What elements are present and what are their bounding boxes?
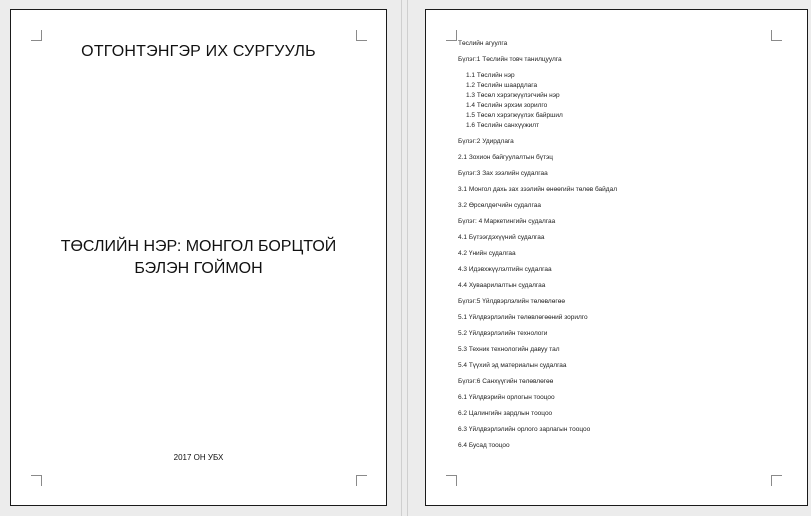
toc-entry: 2.1 Зохион байгуулалтын бүтэц	[458, 154, 553, 161]
toc-entry: Бүлэг:2 Удирдлага	[458, 138, 514, 145]
project-title-line-2: БЭЛЭН ГОЙМОН	[134, 260, 263, 277]
toc-entry: 5.4 Түүхий эд материалын судалгаа	[458, 362, 567, 369]
toc-subentry: 1.5 Төсөл хэрэгжүүлэх байршил	[466, 112, 563, 119]
toc-entry: 3.2 Өрсөлдөгчийн судалгаа	[458, 202, 541, 209]
toc-entry: 4.3 Идэвхжүүлэлтийн судалгаа	[458, 266, 552, 273]
crop-mark-bottom-left	[31, 475, 42, 486]
toc-entry: Төслийн агуулга	[458, 40, 508, 47]
crop-mark-top-left	[31, 30, 42, 41]
crop-mark-bottom-left	[446, 475, 457, 486]
toc-entry: 6.3 Үйлдвэрлэлийн орлого зарлагын тооцоо	[458, 426, 591, 433]
cover-page	[10, 9, 387, 506]
crop-mark-top-right	[356, 30, 367, 41]
toc-subentry: 1.1 Төслийн нэр	[466, 72, 515, 79]
project-title	[11, 236, 386, 280]
toc-entry: 5.2 Үйлдвэрлэлийн технологи	[458, 330, 548, 337]
toc-entry: 4.2 Үнийн судалгаа	[458, 250, 516, 257]
toc-entry: 6.2 Цалингийн зардлын тооцоо	[458, 410, 553, 417]
toc-subentry: 1.6 Төслийн санхүүжилт	[466, 122, 540, 129]
crop-mark-top-left	[446, 30, 457, 41]
toc-entry: 5.1 Үйлдвэрлэлийн төлөвлөгөөний зорилго	[458, 314, 588, 321]
crop-mark-bottom-right	[771, 475, 782, 486]
toc-entry: 6.1 Үйлдвэрийн орлогын тооцоо	[458, 394, 555, 401]
toc-entry: 5.3 Техник технологийн давуу тал	[458, 346, 560, 353]
page-gutter-line	[401, 0, 402, 516]
crop-mark-top-right	[771, 30, 782, 41]
toc-entry: Бүлэг: 4 Маркетингийн судалгаа	[458, 218, 556, 225]
page-gutter-line	[407, 0, 408, 516]
toc-entry: Бүлэг:5 Үйлдвэрлэлийн төлөвлөгөө	[458, 298, 565, 305]
toc-subentry: 1.3 Төсөл хэрэгжүүлэгчийн нэр	[466, 92, 560, 99]
contents-page	[425, 9, 808, 506]
toc-entry: 3.1 Монгол дахь зах зээлийн өнөөгийн төлөв байдал	[458, 186, 617, 193]
toc-entry: 4.4 Хуваарилалтын судалгаа	[458, 282, 546, 289]
toc-subentry: 1.2 Төслийн шаардлага	[466, 82, 538, 89]
project-title-line-1: ТӨСЛИЙН НЭР: МОНГОЛ БОРЦТОЙ	[60, 238, 337, 255]
toc-entry: 6.4 Бусад тооцоо	[458, 442, 510, 449]
toc-subentry: 1.4 Төслийн эрхэм зорилго	[466, 102, 548, 109]
school-name: ОТГОНТЭНГЭР ИХ СУРГУУЛЬ	[81, 43, 316, 60]
cover-footer-year: 2017 ОН УБХ	[173, 453, 224, 462]
toc-entry: Бүлэг:6 Санхүүгийн төлөвлөгөө	[458, 378, 554, 385]
toc-entry: Бүлэг:1 Төслийн товч танилцуулга	[458, 56, 562, 63]
toc-entry: 4.1 Бүтээгдэхүүний судалгаа	[458, 234, 545, 241]
crop-mark-bottom-right	[356, 475, 367, 486]
toc-entry: Бүлэг:3 Зах зээлийн судалгаа	[458, 170, 548, 177]
